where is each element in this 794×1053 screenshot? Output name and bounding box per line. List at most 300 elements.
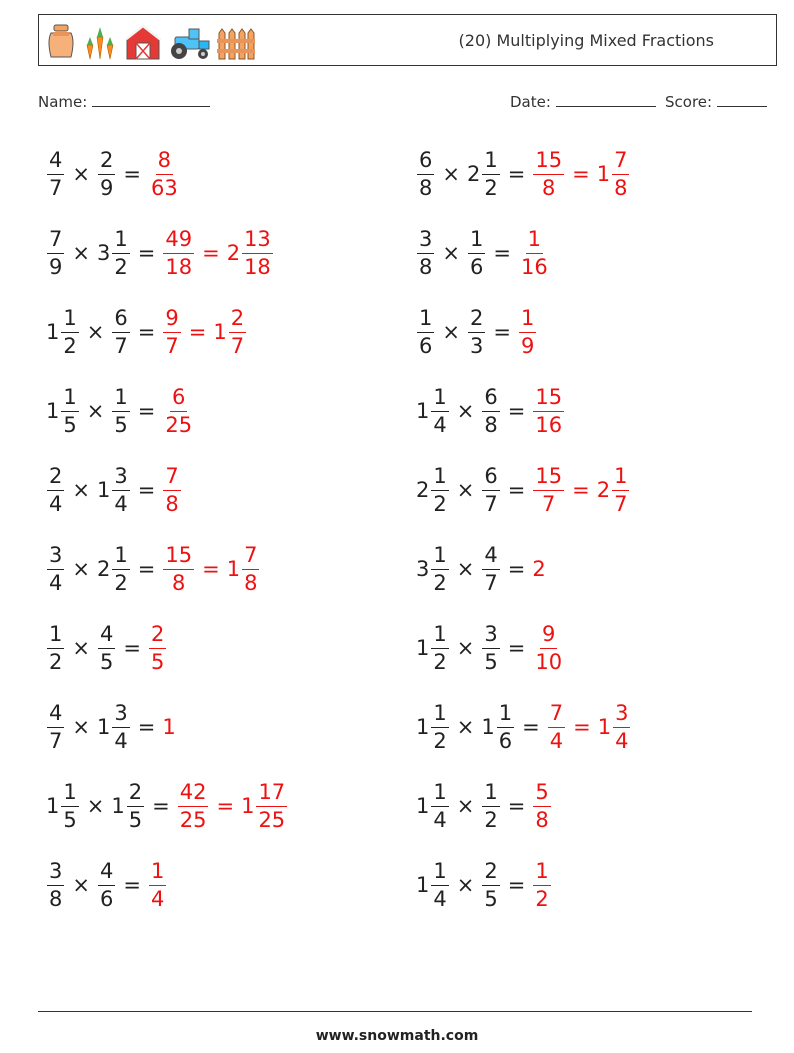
answer <box>162 542 260 595</box>
answer <box>148 621 167 674</box>
fraction <box>519 305 536 358</box>
denominator: 9 <box>49 254 63 279</box>
problem-item <box>416 142 630 206</box>
score-blank[interactable] <box>717 92 767 107</box>
numerator: 2 <box>482 861 499 886</box>
denominator: 9 <box>520 333 535 358</box>
numerator: 1 <box>47 624 64 649</box>
fraction <box>242 226 273 279</box>
numerator: 3 <box>47 861 64 886</box>
answer <box>532 621 565 674</box>
denominator: 6 <box>469 254 484 279</box>
answer <box>162 305 247 358</box>
fraction <box>417 147 434 200</box>
numerator: 1 <box>431 387 448 412</box>
fraction <box>417 226 434 279</box>
numerator: 13 <box>242 229 273 254</box>
answer <box>532 557 546 581</box>
numerator: 1 <box>431 703 448 728</box>
fraction <box>61 305 78 358</box>
times-sign: × <box>72 478 90 502</box>
denominator: 5 <box>484 886 498 911</box>
whole-number: 1 <box>416 399 430 423</box>
denominator: 2 <box>535 886 549 911</box>
problem-item <box>416 300 537 364</box>
fraction <box>61 779 78 832</box>
denominator: 18 <box>165 254 193 279</box>
numerator: 15 <box>163 545 194 570</box>
denominator: 25 <box>179 807 207 832</box>
equals-sign: = <box>572 478 590 502</box>
numerator: 1 <box>61 782 78 807</box>
equals-sign: = <box>572 162 590 186</box>
denominator: 2 <box>433 570 447 595</box>
denominator: 16 <box>535 412 563 437</box>
whole-number: 1 <box>241 794 255 818</box>
whole-number: 3 <box>96 241 111 265</box>
numerator: 1 <box>431 545 448 570</box>
denominator: 5 <box>484 649 498 674</box>
fraction <box>163 384 194 437</box>
whole-number: 2 <box>226 241 241 265</box>
times-sign: × <box>442 241 460 265</box>
numerator: 1 <box>533 861 550 886</box>
equals-sign: = <box>137 399 156 423</box>
times-sign: × <box>72 162 90 186</box>
whole-number: 1 <box>162 715 176 739</box>
denominator: 8 <box>419 175 433 200</box>
denominator: 2 <box>433 491 447 516</box>
equals-sign: = <box>123 873 141 897</box>
numerator: 1 <box>431 782 448 807</box>
numerator: 4 <box>47 703 64 728</box>
fraction <box>47 226 64 279</box>
whole-number: 1 <box>596 162 611 186</box>
equals-sign: = <box>507 873 526 897</box>
worksheet-title: (20) Multiplying Mixed Fractions <box>458 31 714 50</box>
problem-item <box>416 379 565 443</box>
equals-sign: = <box>507 636 526 660</box>
denominator: 5 <box>63 412 77 437</box>
fraction <box>112 226 129 279</box>
denominator: 6 <box>99 886 114 911</box>
equals-sign: = <box>507 557 526 581</box>
numerator: 8 <box>156 150 173 175</box>
denominator: 10 <box>535 649 563 674</box>
whole-number: 1 <box>46 320 60 344</box>
denominator: 7 <box>484 570 498 595</box>
problem-item <box>416 774 552 838</box>
times-sign: × <box>456 873 475 897</box>
whole-number: 1 <box>481 715 495 739</box>
numerator: 49 <box>163 229 194 254</box>
numerator: 2 <box>468 308 485 333</box>
numerator: 4 <box>98 861 115 886</box>
fraction <box>417 305 434 358</box>
whole-number: 1 <box>96 715 111 739</box>
name-field <box>38 92 210 111</box>
answer <box>532 779 551 832</box>
equals-sign: = <box>493 320 511 344</box>
answer <box>148 147 181 200</box>
fraction <box>612 463 629 516</box>
answer <box>532 384 565 437</box>
fraction <box>178 779 209 832</box>
times-sign: × <box>456 715 475 739</box>
problem-item <box>46 142 181 206</box>
equals-sign: = <box>123 636 141 660</box>
numerator: 3 <box>417 229 434 254</box>
denominator: 5 <box>128 807 143 832</box>
denominator: 4 <box>114 491 128 516</box>
denominator: 4 <box>49 570 63 595</box>
numerator: 4 <box>482 545 499 570</box>
equals-sign: = <box>493 241 511 265</box>
equals-sign: = <box>507 399 526 423</box>
numerator: 3 <box>482 624 499 649</box>
denominator: 8 <box>172 570 186 595</box>
numerator: 3 <box>613 703 630 728</box>
numerator: 1 <box>431 624 448 649</box>
whole-number: 1 <box>213 320 227 344</box>
numerator: 1 <box>112 387 129 412</box>
fraction <box>497 700 514 753</box>
answer <box>162 384 195 437</box>
numerator: 7 <box>612 150 629 175</box>
fraction <box>482 542 499 595</box>
fraction <box>229 305 246 358</box>
problem-item <box>416 616 565 680</box>
fraction <box>431 779 448 832</box>
fraction <box>112 700 129 753</box>
whole-number: 1 <box>416 794 430 818</box>
footer-site: www.snowmath.com <box>315 1028 479 1044</box>
carrots-icon <box>81 23 119 61</box>
problem-item <box>46 695 177 759</box>
numerator: 6 <box>482 387 499 412</box>
denominator: 4 <box>433 807 447 832</box>
answer <box>518 226 551 279</box>
denominator: 8 <box>614 175 628 200</box>
denominator: 7 <box>230 333 245 358</box>
date-label: Date: <box>510 93 551 111</box>
fraction <box>47 858 64 911</box>
fraction <box>533 779 550 832</box>
whole-number: 1 <box>111 794 125 818</box>
times-sign: × <box>86 794 105 818</box>
denominator: 7 <box>614 491 628 516</box>
fence-icon <box>215 23 255 61</box>
denominator: 2 <box>49 649 63 674</box>
denominator: 8 <box>165 491 179 516</box>
answer <box>148 858 167 911</box>
denominator: 5 <box>63 807 77 832</box>
fraction <box>149 858 166 911</box>
barn-icon <box>123 23 163 61</box>
answer <box>532 147 630 200</box>
problem-item <box>416 221 551 285</box>
numerator: 42 <box>178 782 209 807</box>
denominator: 4 <box>150 886 165 911</box>
numerator: 1 <box>61 308 78 333</box>
equals-sign: = <box>123 162 141 186</box>
numerator: 3 <box>112 703 129 728</box>
numerator: 15 <box>533 150 564 175</box>
fraction <box>112 305 129 358</box>
problem-item <box>416 458 630 522</box>
fraction <box>47 463 64 516</box>
problem-item <box>46 774 288 838</box>
fraction <box>127 779 144 832</box>
fraction <box>112 463 129 516</box>
fraction <box>612 147 629 200</box>
denominator: 8 <box>244 570 258 595</box>
fraction <box>482 147 499 200</box>
numerator: 1 <box>112 545 129 570</box>
times-sign: × <box>456 794 475 818</box>
equals-sign: = <box>137 557 156 581</box>
whole-number: 1 <box>416 636 430 660</box>
times-sign: × <box>86 399 105 423</box>
times-sign: × <box>442 162 460 186</box>
fraction <box>242 542 259 595</box>
header-icons <box>45 21 255 61</box>
denominator: 5 <box>99 649 114 674</box>
whole-number: 2 <box>416 478 430 502</box>
fraction <box>533 147 564 200</box>
times-sign: × <box>72 557 90 581</box>
equals-sign: = <box>137 715 156 739</box>
denominator: 7 <box>49 175 63 200</box>
denominator: 4 <box>549 728 564 753</box>
denominator: 2 <box>114 254 128 279</box>
footer-divider <box>38 1011 752 1012</box>
numerator: 15 <box>533 387 564 412</box>
denominator: 7 <box>49 728 63 753</box>
fraction <box>468 305 485 358</box>
fraction <box>548 700 565 753</box>
fraction <box>98 858 115 911</box>
fraction <box>47 621 64 674</box>
denominator: 16 <box>520 254 548 279</box>
worksheet-header <box>38 14 777 66</box>
whole-number: 2 <box>466 162 481 186</box>
numerator: 1 <box>482 150 499 175</box>
numerator: 4 <box>47 150 64 175</box>
denominator: 2 <box>484 175 498 200</box>
fraction <box>431 384 448 437</box>
fraction <box>482 779 499 832</box>
times-sign: × <box>456 478 475 502</box>
problem-item <box>46 300 247 364</box>
fraction <box>163 226 194 279</box>
equals-sign: = <box>202 241 220 265</box>
numerator: 3 <box>47 545 64 570</box>
numerator: 1 <box>519 308 536 333</box>
denominator: 9 <box>99 175 114 200</box>
fraction <box>163 305 180 358</box>
denominator: 8 <box>484 412 498 437</box>
fraction <box>112 384 129 437</box>
fraction <box>519 226 550 279</box>
denominator: 63 <box>150 175 178 200</box>
denominator: 4 <box>49 491 63 516</box>
fraction <box>98 147 115 200</box>
numerator: 3 <box>112 466 129 491</box>
fraction <box>431 621 448 674</box>
numerator: 6 <box>482 466 499 491</box>
fraction <box>47 700 64 753</box>
equals-sign: = <box>137 478 156 502</box>
date-blank[interactable] <box>556 92 656 107</box>
problem-item <box>46 379 195 443</box>
numerator: 9 <box>540 624 557 649</box>
denominator: 2 <box>63 333 77 358</box>
numerator: 6 <box>170 387 187 412</box>
problem-item <box>46 537 260 601</box>
fraction <box>533 621 564 674</box>
numerator: 6 <box>417 150 434 175</box>
denominator: 7 <box>165 333 179 358</box>
fraction <box>163 542 194 595</box>
denominator: 2 <box>114 570 128 595</box>
fraction <box>533 463 564 516</box>
numerator: 2 <box>127 782 144 807</box>
numerator: 7 <box>47 229 64 254</box>
answer <box>177 779 288 832</box>
numerator: 2 <box>98 150 115 175</box>
fraction <box>47 147 64 200</box>
denominator: 5 <box>150 649 165 674</box>
equals-sign: = <box>137 241 156 265</box>
numerator: 7 <box>242 545 259 570</box>
numerator: 2 <box>149 624 166 649</box>
equals-sign: = <box>216 794 235 818</box>
denominator: 3 <box>469 333 484 358</box>
fraction <box>482 621 499 674</box>
fraction <box>431 542 448 595</box>
problem-item <box>416 695 631 759</box>
fraction <box>163 463 180 516</box>
fraction <box>533 384 564 437</box>
answer <box>162 715 176 739</box>
numerator: 2 <box>229 308 246 333</box>
fraction <box>61 384 78 437</box>
fraction <box>468 226 485 279</box>
numerator: 1 <box>149 861 166 886</box>
name-label: Name: <box>38 93 88 111</box>
whole-number: 1 <box>597 715 612 739</box>
numerator: 1 <box>61 387 78 412</box>
denominator: 8 <box>49 886 63 911</box>
answer <box>547 700 632 753</box>
equals-sign: = <box>202 557 220 581</box>
date-field <box>510 92 656 111</box>
numerator: 1 <box>431 861 448 886</box>
times-sign: × <box>456 636 475 660</box>
times-sign: × <box>72 636 90 660</box>
name-blank[interactable] <box>92 92 210 107</box>
fraction <box>533 858 550 911</box>
numerator: 2 <box>47 466 64 491</box>
numerator: 1 <box>417 308 434 333</box>
denominator: 7 <box>484 491 498 516</box>
jar-icon <box>45 23 77 61</box>
score-field <box>665 92 767 111</box>
problem-item <box>46 853 167 917</box>
fraction <box>149 621 166 674</box>
denominator: 6 <box>498 728 513 753</box>
whole-number: 2 <box>596 478 611 502</box>
fraction <box>149 147 180 200</box>
denominator: 8 <box>542 175 556 200</box>
fraction <box>98 621 115 674</box>
answer <box>162 463 181 516</box>
whole-number: 3 <box>416 557 430 581</box>
denominator: 25 <box>165 412 193 437</box>
numerator: 1 <box>112 229 129 254</box>
numerator: 1 <box>526 229 543 254</box>
fraction <box>256 779 287 832</box>
denominator: 7 <box>114 333 128 358</box>
denominator: 4 <box>114 728 128 753</box>
answer <box>162 226 273 279</box>
denominator: 4 <box>433 886 447 911</box>
fraction <box>47 542 64 595</box>
times-sign: × <box>72 715 90 739</box>
numerator: 7 <box>163 466 180 491</box>
fraction <box>112 542 129 595</box>
denominator: 4 <box>433 412 447 437</box>
whole-number: 1 <box>416 715 430 739</box>
whole-number: 1 <box>46 399 60 423</box>
numerator: 1 <box>497 703 514 728</box>
denominator: 2 <box>433 728 447 753</box>
times-sign: × <box>72 241 90 265</box>
equals-sign: = <box>507 794 526 818</box>
fraction <box>431 700 448 753</box>
equals-sign: = <box>152 794 170 818</box>
times-sign: × <box>86 320 105 344</box>
fraction <box>431 463 448 516</box>
fraction <box>482 858 499 911</box>
numerator: 1 <box>431 466 448 491</box>
denominator: 25 <box>258 807 286 832</box>
times-sign: × <box>456 399 475 423</box>
answer <box>518 305 537 358</box>
denominator: 4 <box>615 728 629 753</box>
whole-number: 1 <box>416 873 430 897</box>
denominator: 7 <box>542 491 556 516</box>
denominator: 8 <box>419 254 433 279</box>
denominator: 8 <box>535 807 549 832</box>
problem-item <box>46 458 182 522</box>
whole-number: 2 <box>532 557 546 581</box>
times-sign: × <box>456 557 475 581</box>
numerator: 4 <box>98 624 115 649</box>
equals-sign: = <box>188 320 207 344</box>
equals-sign: = <box>573 715 591 739</box>
numerator: 9 <box>163 308 180 333</box>
numerator: 15 <box>533 466 564 491</box>
equals-sign: = <box>507 478 526 502</box>
denominator: 18 <box>244 254 271 279</box>
numerator: 6 <box>112 308 129 333</box>
answer <box>532 858 551 911</box>
denominator: 2 <box>484 807 498 832</box>
denominator: 6 <box>419 333 433 358</box>
whole-number: 1 <box>96 478 111 502</box>
